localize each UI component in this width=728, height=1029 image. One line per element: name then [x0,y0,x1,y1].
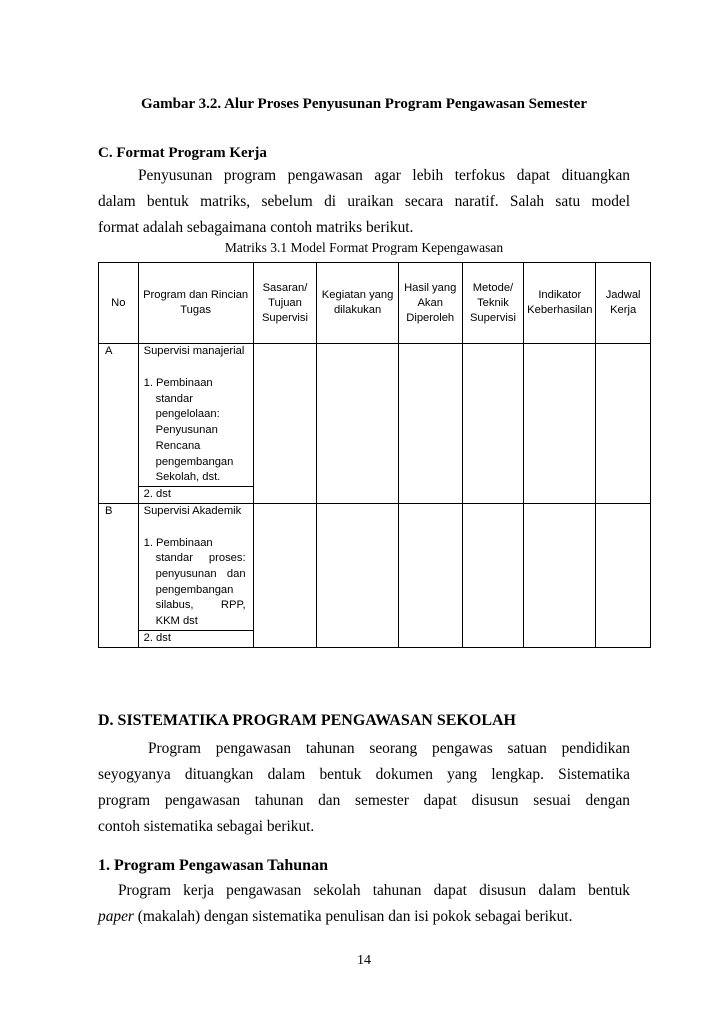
row-b-title: Supervisi Akademik [138,503,253,536]
row-a-no: A [99,344,139,377]
matrix-table [98,262,651,648]
section-d-title: D. SISTEMATIKA PROGRAM PENGAWASAN SEKOLAH [98,712,516,729]
row-a-item1 [138,376,253,486]
matrix-header-row [99,263,651,344]
paragraph-line: seyogyanya dituangkan dalam bentuk dokumen yang lengkap. Sistematika [98,766,630,783]
table-row [99,630,651,647]
header-jadwal: Jadwal Kerja [596,263,651,344]
row-b-item2: 2. dst [138,630,253,647]
section-1-title: 1. Program Pengawasan Tahunan [98,857,328,874]
paragraph-line: Program pengawasan tahunan seorang pengawas satuan pendidikan [148,740,630,757]
row-a-item1-label: 1. Pembinaan [143,377,213,389]
section-1-paragraph [98,878,630,930]
row-b-item1-detail: standar proses: penyusunan dan pengembangan silabus, RPP, KKM dst [155,552,246,628]
table-row [99,486,651,503]
section-d-paragraph [98,736,630,840]
section-c-title: C. Format Program Kerja [98,145,267,161]
row-a-item2: 2. dst [138,486,253,503]
row-b-item1-label: 1. Pembinaan [143,536,213,549]
matrix-caption: Matriks 3.1 Model Format Program Kepengawasan [224,240,504,255]
table-row [99,376,651,486]
header-kegiatan: Kegiatan yang dilakukan [317,263,398,344]
paragraph-line-rest: (makalah) dengan sistematika penulisan dan isi pokok sebagai berikut. [133,908,573,925]
table-row [99,503,651,536]
paper-term: paper [98,908,134,925]
table-row [99,344,651,377]
paragraph-line [98,904,630,930]
paragraph-line: program pengawasan tahunan dan semester dapat disusun sesuai dengan [98,792,630,809]
row-a-item1-detail: standar pengelolaan: Penyusunan Rencana pengembangan Sekolah, dst. [155,392,234,484]
header-no: No [99,263,139,344]
figure-caption: Gambar 3.2. Alur Proses Penyusunan Program Pengawasan Semester [141,96,587,112]
paragraph-line: Penyusunan program pengawasan agar lebih terfokus dapat dituangkan [138,167,630,184]
row-a-title: Supervisi manajerial [138,344,253,377]
header-sasaran: Sasaran/ Tujuan Supervisi [253,263,317,344]
table-row [99,536,651,631]
paragraph-line: contoh sistematika sebagai berikut. [98,818,315,835]
header-program: Program dan Rincian Tugas [138,263,253,344]
page-number: 14 [357,953,371,968]
paragraph-line: dalam bentuk matriks, sebelum di uraikan secara naratif. Salah satu model [98,193,630,210]
paragraph-line: format adalah sebagaimana contoh matriks berikut. [98,219,414,236]
row-b-item1 [138,536,253,631]
paragraph-line: Program kerja pengawasan sekolah tahunan dapat disusun dalam bentuk [118,882,630,899]
section-c-paragraph [98,163,630,241]
row-b-no: B [99,503,139,536]
header-indikator: Indikator Keberhasilan [524,263,596,344]
header-hasil: Hasil yang Akan Diperoleh [398,263,462,344]
header-metode: Metode/ Teknik Supervisi [462,263,524,344]
